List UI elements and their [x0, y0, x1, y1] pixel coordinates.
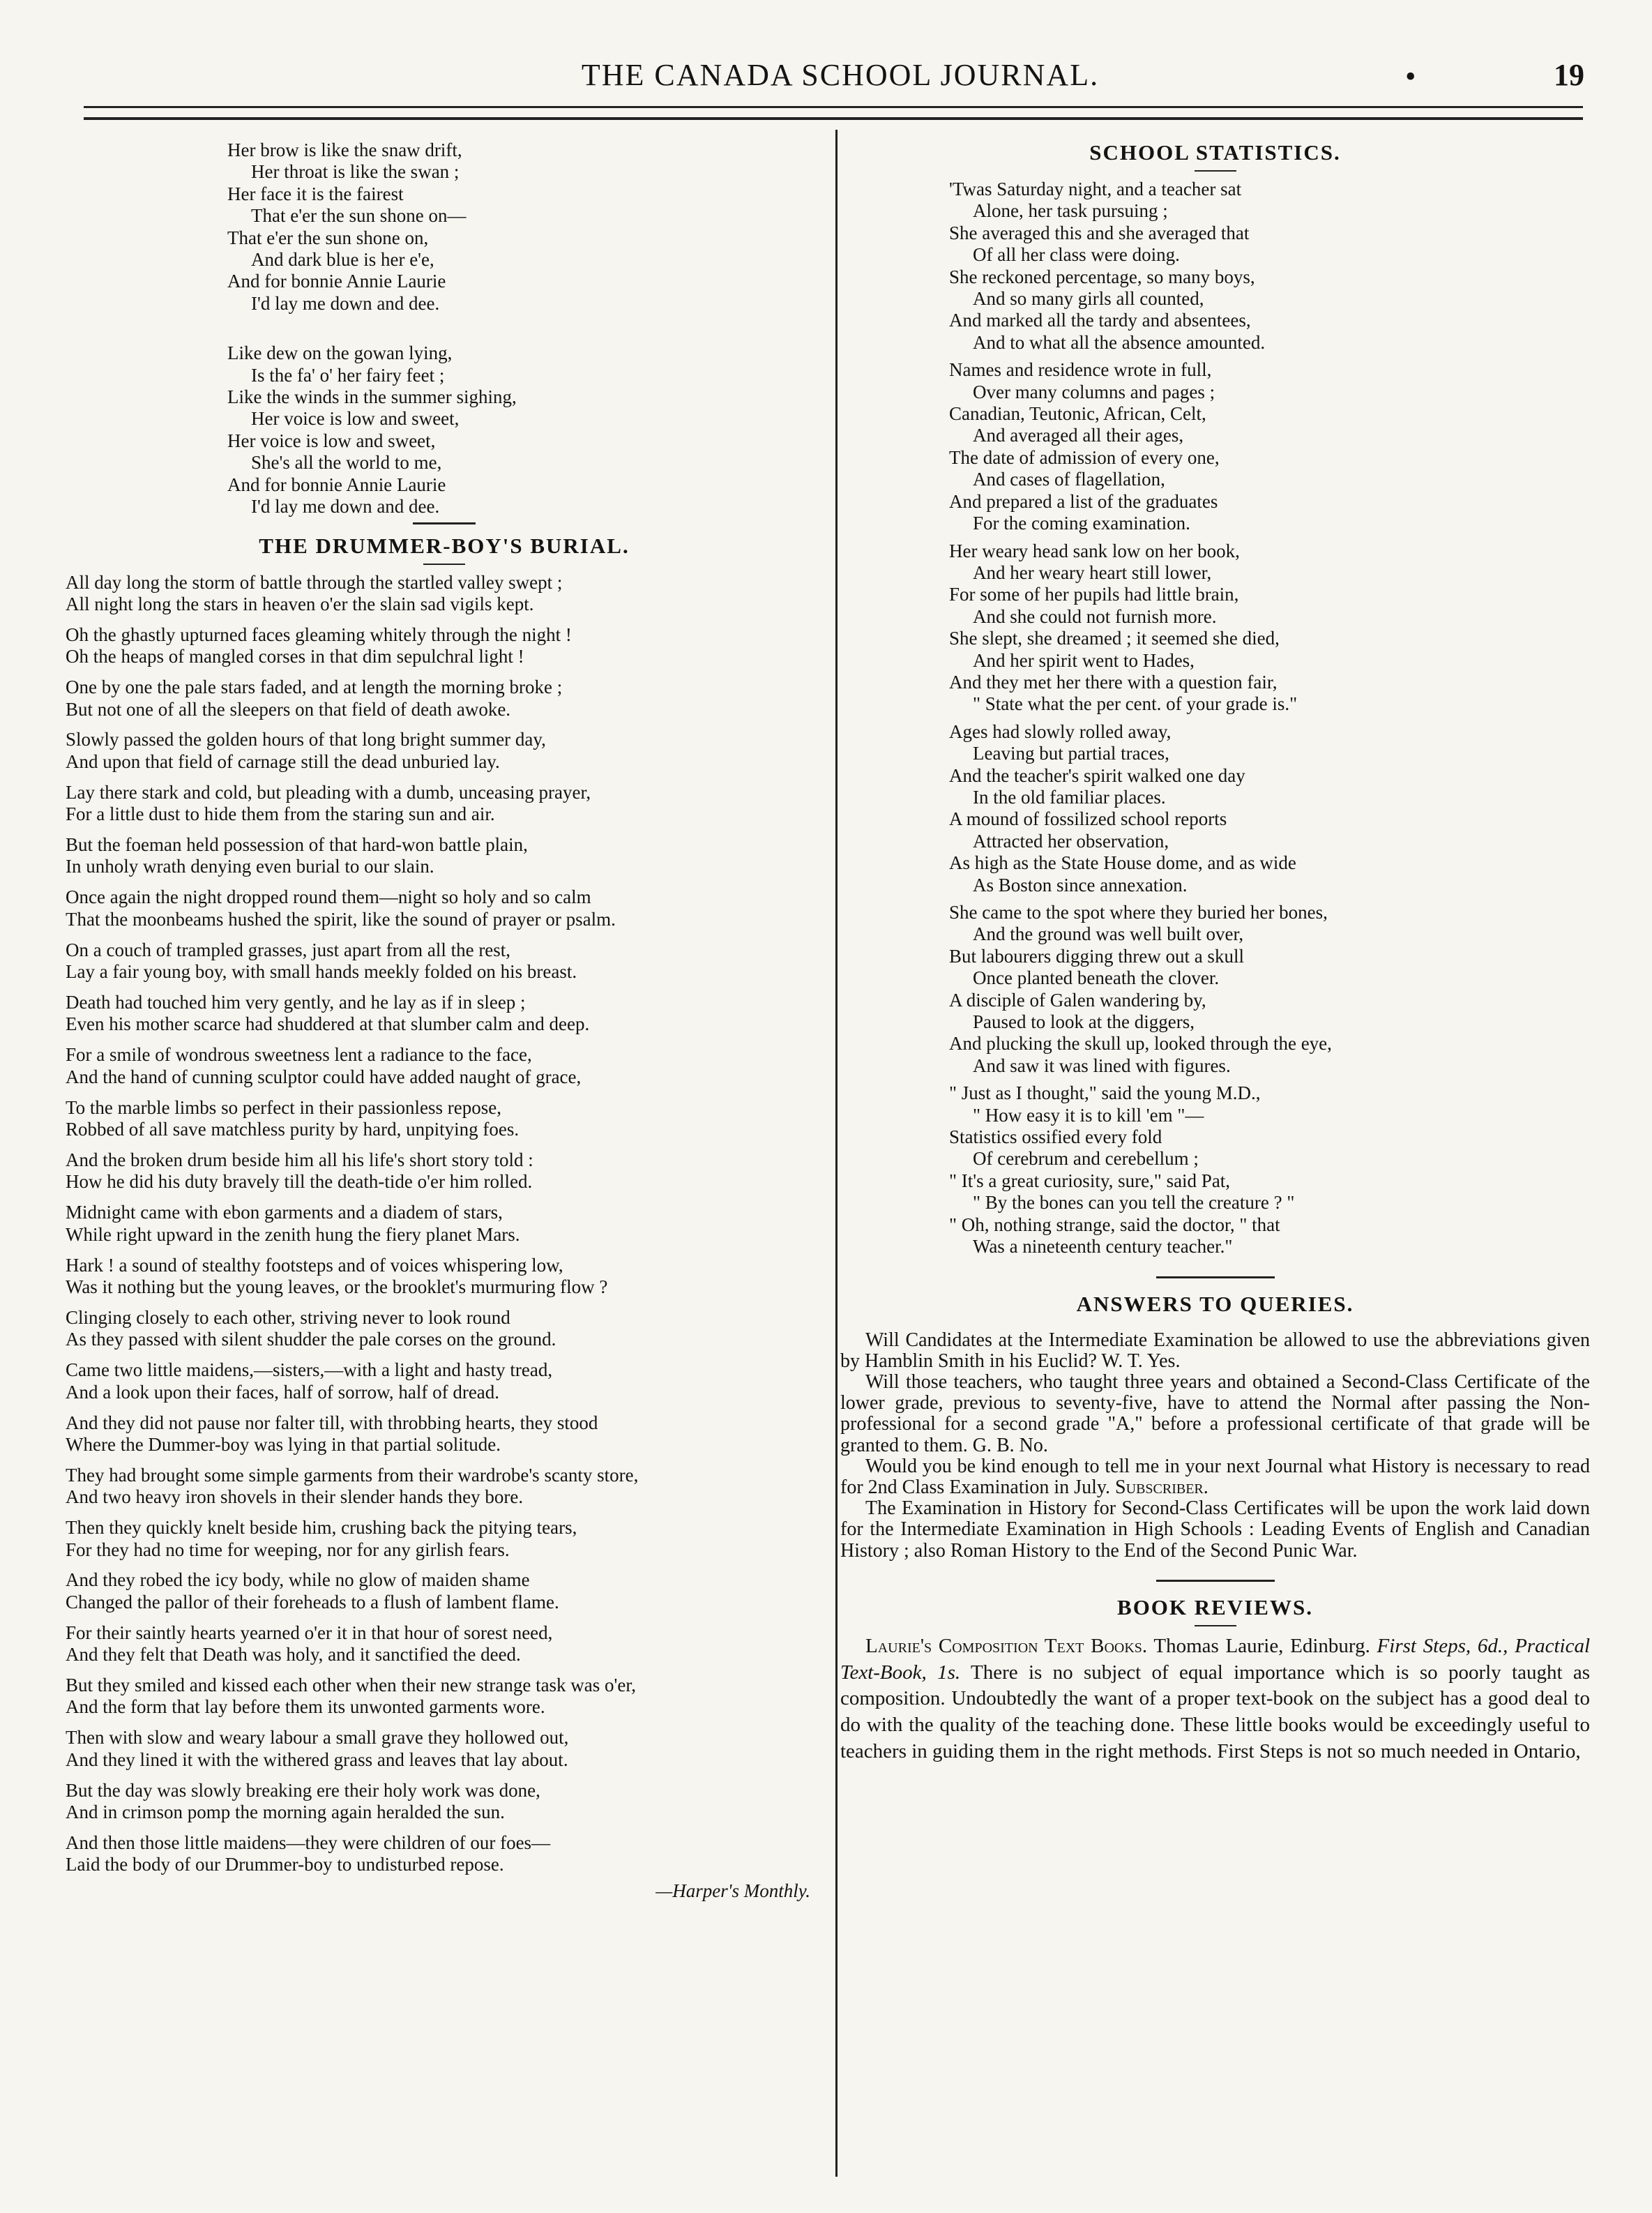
couplet-line: And they lined it with the withered grass and leaves that lay about.	[66, 1749, 568, 1770]
couplet-line: Laid the body of our Drummer-boy to undisturbed repose.	[66, 1854, 504, 1875]
review-publisher: Thomas Laurie, Edinburg.	[1147, 1634, 1377, 1657]
couplet-line: Lay there stark and cold, but pleading with a dumb, unceasing prayer,	[66, 781, 591, 803]
verse-line: Her brow is like the snaw drift,	[227, 139, 462, 160]
couplet-line: And they robed the icy body, while no glow of maiden shame	[66, 1569, 530, 1591]
couplet	[66, 677, 823, 720]
couplet	[66, 1569, 823, 1613]
couplet	[66, 1202, 823, 1246]
couplet-line: That the moonbeams hushed the spirit, like the sound of prayer or psalm.	[66, 908, 616, 930]
review-paragraph	[840, 1633, 1590, 1765]
answers-body	[840, 1330, 1590, 1562]
journal-title: THE CANADA SCHOOL JOURNAL.	[581, 58, 1100, 92]
couplet-line: But the day was slowly breaking ere their holy work was done,	[66, 1779, 540, 1801]
page-number: 19	[1554, 58, 1584, 92]
poem-line: " By the bones can you tell the creature ? "	[973, 1192, 1295, 1214]
couplet-line: Came two little maidens,—sisters,—with a light and hasty tread,	[66, 1359, 553, 1381]
poem-line: " Oh, nothing strange, said the doctor, " that	[949, 1214, 1280, 1235]
poem-line: And saw it was lined with figures.	[973, 1055, 1231, 1076]
page-header	[84, 57, 1597, 99]
poem-line: And prepared a list of the graduates	[949, 490, 1218, 512]
verse-line: I'd lay me down and dee.	[251, 292, 440, 314]
poem-line: And the teacher's spirit walked one day	[949, 764, 1245, 786]
couplet	[66, 1255, 823, 1299]
couplet	[66, 729, 823, 773]
couplet	[66, 1044, 823, 1088]
couplet-line: Clinging closely to each other, striving never to look round	[66, 1306, 510, 1328]
poem-line: For some of her pupils had little brain,	[949, 584, 1239, 605]
review-lead: Laurie's Composition Text Books.	[865, 1634, 1148, 1657]
couplet	[66, 572, 823, 616]
poem-line: And marked all the tardy and absentees,	[949, 310, 1251, 331]
poem-line: And she could not furnish more.	[973, 605, 1217, 627]
verse-line: Her voice is low and sweet,	[227, 430, 436, 451]
couplet-line: And upon that field of carnage still the dead unburied lay.	[66, 750, 500, 772]
couplet-line: As they passed with silent shudder the pale corses on the ground.	[66, 1329, 556, 1350]
couplet	[66, 1675, 823, 1719]
poem-line: " State what the per cent. of your grade is."	[973, 693, 1298, 715]
couplet-line: Then they quickly knelt beside him, crushing back the pitying tears,	[66, 1517, 577, 1539]
right-column	[840, 139, 1590, 1765]
couplet-line: Where the Dummer-boy was lying in that partial solitude.	[66, 1433, 501, 1455]
poem-line: In the old familiar places.	[973, 786, 1166, 808]
verse-line: Her face it is the fairest	[227, 183, 404, 204]
couplet	[66, 624, 823, 668]
couplet	[66, 1780, 823, 1824]
couplet-line: All night long the stars in heaven o'er the slain sad vigils kept.	[66, 593, 534, 614]
verse-line: Her throat is like the swan ;	[251, 161, 460, 183]
couplet-line: Then with slow and weary labour a small grave they hollowed out,	[66, 1727, 569, 1749]
verse-line: And for bonnie Annie Laurie	[227, 271, 446, 292]
poem-stanza	[949, 541, 1590, 716]
book-reviews-title: BOOK REVIEWS.	[1117, 1594, 1313, 1619]
poem-line: Of cerebrum and cerebellum ;	[973, 1148, 1199, 1170]
verse-line: I'd lay me down and dee.	[251, 496, 440, 518]
couplet-line: Once again the night dropped round them—night so holy and so calm	[66, 886, 591, 908]
couplet-line: Slowly passed the golden hours of that long bright summer day,	[66, 729, 546, 750]
answers-title: ANSWERS TO QUERIES.	[1076, 1291, 1354, 1316]
couplet	[66, 1622, 823, 1666]
poem-line: And plucking the skull up, looked through the eye,	[949, 1033, 1332, 1055]
couplet-line: For a smile of wondrous sweetness lent a radiance to the face,	[66, 1044, 532, 1066]
poem-line: And the ground was well built over,	[973, 923, 1244, 945]
drummer-boy-poem	[66, 572, 823, 1876]
answer-paragraph	[840, 1456, 1590, 1498]
poem-line: She averaged this and she averaged that	[949, 222, 1250, 243]
couplet-line: And the hand of cunning sculptor could have added naught of grace,	[66, 1066, 582, 1087]
column-divider	[835, 130, 838, 2177]
poem-line: And averaged all their ages,	[973, 425, 1184, 446]
poem-line: As high as the State House dome, and as wide	[949, 852, 1296, 874]
couplet-line: Oh the heaps of mangled corses in that dim sepulchral light !	[66, 646, 524, 667]
couplet-line: And a look upon their faces, half of sorrow, half of dread.	[66, 1381, 500, 1403]
poem-stanza	[949, 902, 1590, 1077]
school-statistics-poem	[949, 179, 1590, 1258]
title-rule	[423, 564, 465, 565]
couplet-line: One by one the pale stars faded, and at length the morning broke ;	[66, 677, 563, 698]
poem-line: Of all her class were doing.	[973, 244, 1180, 266]
poem-line: A mound of fossilized school reports	[949, 808, 1227, 830]
title-rule	[1195, 170, 1236, 172]
couplet	[66, 1149, 823, 1193]
school-statistics-title: SCHOOL STATISTICS.	[1089, 140, 1341, 165]
couplet-line: They had brought some simple garments from their wardrobe's scanty store,	[66, 1464, 639, 1486]
poem-line: Leaving but partial traces,	[973, 743, 1169, 764]
header-rule	[84, 106, 1583, 108]
poem-line: Ages had slowly rolled away,	[949, 720, 1172, 742]
poem-stanza	[949, 1082, 1590, 1257]
couplet-line: In unholy wrath denying even burial to our slain.	[66, 856, 434, 877]
poem-line: Names and residence wrote in full,	[949, 359, 1212, 381]
poem-line: " Just as I thought," said the young M.D.,	[949, 1082, 1261, 1104]
poem-line: But labourers digging threw out a skull	[949, 945, 1244, 967]
couplet-line: And the broken drum beside him all his life's short story told :	[66, 1149, 533, 1170]
section-divider	[1156, 1276, 1275, 1278]
answer-paragraph	[840, 1330, 1590, 1372]
couplet-line: But not one of all the sleepers on that field of death awoke.	[66, 698, 511, 720]
verse-stanza	[227, 139, 823, 315]
poem-line: " How easy it is to kill 'em "—	[973, 1104, 1204, 1126]
couplet-line: And in crimson pomp the morning again heralded the sun.	[66, 1802, 505, 1823]
couplet	[66, 1517, 823, 1561]
answer-signature: Subscriber.	[1115, 1476, 1208, 1498]
couplet-line: Lay a fair young boy, with small hands meekly folded on his breast.	[66, 961, 577, 983]
couplet-line: Oh the ghastly upturned faces gleaming whitely through the night !	[66, 624, 572, 645]
couplet	[66, 1359, 823, 1403]
couplet-line: Changed the pallor of their foreheads to a flush of lambent flame.	[66, 1591, 559, 1612]
verse-line: Like the winds in the summer sighing,	[227, 386, 517, 408]
couplet-line: And they felt that Death was holy, and it sanctified the deed.	[66, 1644, 521, 1666]
couplet-line: How he did his duty bravely till the death-tide o'er him rolled.	[66, 1171, 533, 1193]
review-titles: First Steps, 6d., Practical Text-Book, 1s.	[840, 1634, 1591, 1684]
poem-line: Attracted her observation,	[973, 830, 1169, 852]
poem-line: Her weary head sank low on her book,	[949, 540, 1240, 561]
couplet-line: On a couch of trampled grasses, just apart from all the rest,	[66, 939, 511, 960]
poem-line: Statistics ossified every fold	[949, 1126, 1162, 1148]
attribution: —Harper's Monthly.	[656, 1880, 810, 1902]
couplet-line: Even his mother scarce had shuddered at that slumber calm and deep.	[66, 1013, 590, 1035]
couplet	[66, 1307, 823, 1351]
poem-stanza	[949, 179, 1590, 354]
couplet	[66, 1097, 823, 1141]
couplet-line: For they had no time for weeping, nor for any girlish fears.	[66, 1539, 510, 1560]
couplet-line: Hark ! a sound of stealthy footsteps and of voices whispering low,	[66, 1254, 563, 1276]
couplet	[66, 782, 823, 826]
couplet-line: Midnight came with ebon garments and a diadem of stars,	[66, 1202, 503, 1223]
couplet-line: All day long the storm of battle through the startled valley swept ;	[66, 571, 563, 593]
poem-line: She slept, she dreamed ; it seemed she died,	[949, 628, 1280, 649]
poem-line: Was a nineteenth century teacher."	[973, 1236, 1233, 1257]
review-body: There is no subject of equal importance which is so poorly taught as composition. Undoubtedly the want of a proper text-book on the subject has a good deal to do with the quality of the teaching done. These little books would be exceedingly useful to teachers in guiding them in the right methods. First Steps is not so much needed in Ontario,	[840, 1661, 1591, 1762]
couplet-line: For their saintly hearts yearned o'er it in that hour of sorest need,	[66, 1622, 553, 1643]
poem-line: As Boston since annexation.	[973, 874, 1188, 896]
couplet-line: Death had touched him very gently, and he lay as if in sleep ;	[66, 992, 526, 1013]
verse-line: Her voice is low and sweet,	[251, 408, 460, 430]
poem-line: Over many columns and pages ;	[973, 381, 1215, 402]
poem-line: And so many girls all counted,	[973, 288, 1204, 310]
verse-line: That e'er the sun shone on,	[227, 227, 429, 248]
poem-line: 'Twas Saturday night, and a teacher sat	[949, 179, 1242, 199]
poem-stanza	[949, 359, 1590, 534]
bullet-mark: •	[1405, 59, 1416, 93]
answer-paragraph	[840, 1372, 1590, 1456]
poem-stanza	[949, 721, 1590, 896]
verse-line: That e'er the sun shone on—	[251, 205, 467, 227]
poem-line: And her spirit went to Hades,	[973, 649, 1195, 671]
header-rule-double	[84, 117, 1583, 120]
section-divider	[1156, 1580, 1275, 1582]
annie-laurie-poem	[66, 139, 823, 518]
couplet-line: And the form that lay before them its unwonted garments wore.	[66, 1696, 545, 1718]
couplet-line: For a little dust to hide them from the staring sun and air.	[66, 803, 495, 825]
poem-line: And her weary heart still lower,	[973, 561, 1212, 583]
verse-line: Is the fa' o' her fairy feet ;	[251, 364, 445, 386]
poem-line: The date of admission of every one,	[949, 446, 1220, 468]
answer-text: Would you be kind enough to tell me in your next Journal what History is necessary to read for 2nd Class Examination in July.	[840, 1455, 1590, 1498]
couplet-line: To the marble limbs so perfect in their passionless repose,	[66, 1096, 501, 1118]
couplet-line: Was it nothing but the young leaves, or the brooklet's murmuring flow ?	[66, 1276, 608, 1297]
poem-line: She came to the spot where they buried her bones,	[949, 902, 1328, 923]
answer-text: Will Candidates at the Intermediate Examination be allowed to use the abbreviations given by Hamblin Smith in his Euclid? W. T. Yes.	[840, 1329, 1590, 1372]
couplet	[66, 1727, 823, 1771]
couplet	[66, 992, 823, 1036]
poem-line: And they met her there with a question fair,	[949, 671, 1278, 693]
couplet	[66, 1465, 823, 1509]
couplet	[66, 834, 823, 878]
book-reviews-body	[840, 1633, 1590, 1765]
verse-line: Like dew on the gowan lying,	[227, 342, 453, 364]
poem-line: Canadian, Teutonic, African, Celt,	[949, 403, 1206, 425]
poem-line: Paused to look at the diggers,	[973, 1011, 1195, 1033]
couplet-line: And then those little maidens—they were children of our foes—	[66, 1832, 551, 1853]
couplet	[66, 1412, 823, 1456]
poem-line: Once planted beneath the clover.	[973, 967, 1220, 989]
answer-text: The Examination in History for Second-Class Certificates will be upon the work laid down for the Intermediate Examination in High Schools : Leading Events of English and Canadian History ; also Roman History to the End of the Second Punic War.	[840, 1497, 1590, 1562]
couplet-line: And two heavy iron shovels in their slender hands they bore.	[66, 1486, 524, 1508]
verse-line: She's all the world to me,	[251, 452, 442, 474]
couplet-line: And they did not pause nor falter till, with throbbing hearts, they stood	[66, 1412, 598, 1433]
title-rule	[1195, 1625, 1236, 1626]
verse-line: And dark blue is her e'e,	[251, 249, 434, 271]
poem-line: " It's a great curiosity, sure," said Pat,	[949, 1170, 1231, 1191]
section-divider	[413, 522, 476, 524]
answer-text: Will those teachers, who taught three years and obtained a Second-Class Certificate of the lower grade, previous to seventy-five, have to attend the Normal after passing the Non-professional for a second grade "A," before a professional certificate of that grade will be granted to them. G. B. No.	[840, 1370, 1590, 1456]
poem-line: She reckoned percentage, so many boys,	[949, 266, 1255, 287]
verse-stanza	[227, 342, 823, 518]
poem-line: Alone, her task pursuing ;	[973, 200, 1168, 222]
poem-line: And cases of flagellation,	[973, 469, 1165, 490]
verse-line: And for bonnie Annie Laurie	[227, 474, 446, 495]
couplet-line: Robbed of all save matchless purity by hard, unpitying foes.	[66, 1119, 520, 1140]
couplet	[66, 939, 823, 983]
drummer-boy-title: THE DRUMMER-BOY'S BURIAL.	[259, 533, 630, 558]
couplet-line: While right upward in the zenith hung the fiery planet Mars.	[66, 1223, 520, 1245]
couplet	[66, 886, 823, 930]
couplet	[66, 1832, 823, 1876]
left-column	[66, 139, 823, 1902]
couplet-line: But they smiled and kissed each other when their new strange task was o'er,	[66, 1675, 637, 1696]
poem-line: A disciple of Galen wandering by,	[949, 989, 1206, 1011]
answer-paragraph	[840, 1498, 1590, 1562]
poem-line: For the coming examination.	[973, 513, 1190, 534]
poem-line: And to what all the absence amounted.	[973, 331, 1266, 353]
couplet-line: But the foeman held possession of that hard-won battle plain,	[66, 834, 528, 856]
